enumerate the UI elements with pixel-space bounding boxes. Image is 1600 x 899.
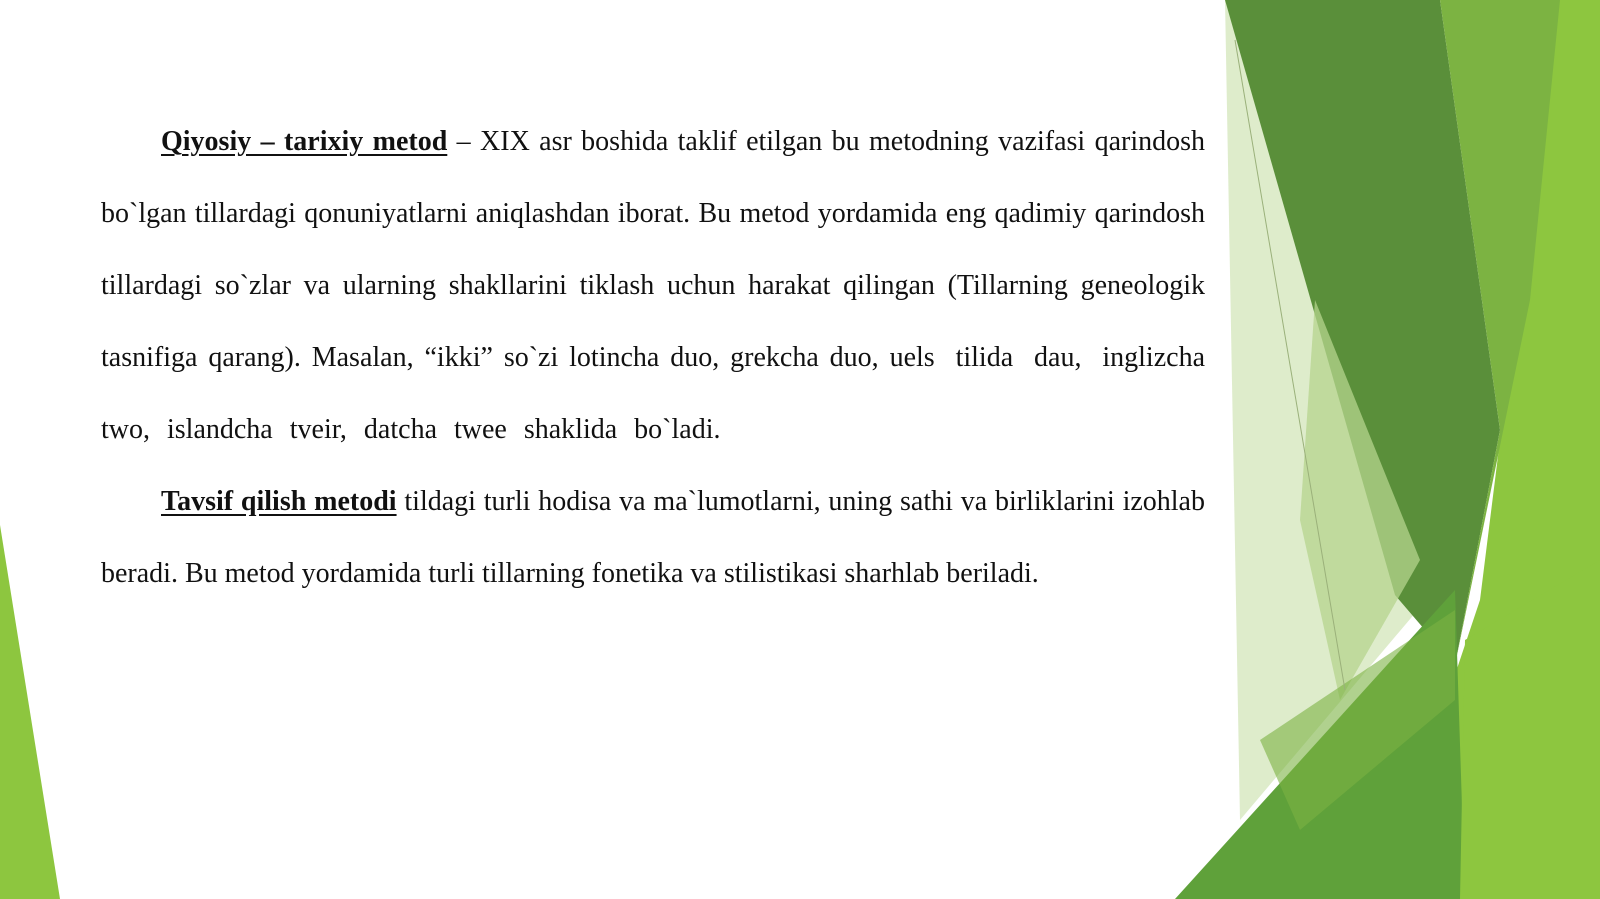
left-green-sliver [0, 525, 60, 899]
term-comparative-method: Qiyosiy – tarixiy metod [161, 126, 448, 157]
paragraph-comparative-method [101, 106, 1205, 466]
term-descriptive-method: Tavsif qilish metodi [161, 486, 397, 517]
paragraph-descriptive-method [101, 466, 1205, 610]
paragraph-tail: uels tilida dau, inglizcha two, islandcha tveir, datcha twee shaklida bo`ladi. [101, 342, 1205, 445]
paragraph-body: – XIX asr boshida taklif etilgan bu metodning vazifasi qarindosh bo`lgan tillardagi qonuniyatlarni aniqlashdan iborat. Bu metod yordamida eng qadimiy qarindosh tillardagi so`zlar va ularning shakllarini tiklash uchun harakat qilingan (Tillarning geneologik tasnifiga qarang). Masalan, “ikki” so`zi lotincha duo, grekcha duo, [101, 126, 1205, 373]
paragraph-body: tildagi turli hodisa va ma`lumotlarni, uning sathi va birliklarini izohlab beradi. Bu metod yordamida turli tillarning fonetika va stilistikasi sharhlab beriladi. [101, 486, 1205, 589]
slide-text [101, 106, 1205, 610]
